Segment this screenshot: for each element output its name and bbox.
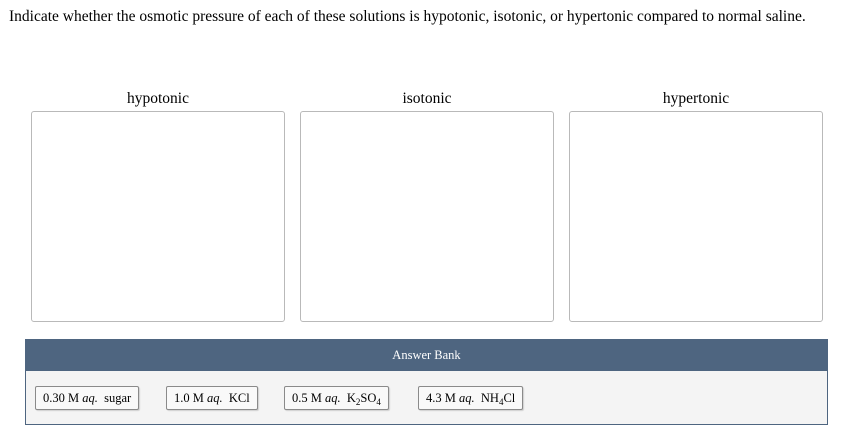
tile-formula: sugar: [104, 391, 132, 405]
tile-formula: KCl: [228, 391, 250, 405]
bin-label-hypotonic: hypotonic: [127, 90, 189, 107]
tile-concentration: 1.0 M: [174, 391, 204, 405]
tile-formula: $NH_4Cl$: [480, 391, 516, 407]
bin-label-hypertonic: hypertonic: [662, 90, 730, 107]
answer-bank: [25, 339, 828, 425]
tile-concentration: 0.30 M: [43, 391, 80, 405]
drop-zone-hypertonic[interactable]: [569, 111, 823, 322]
tile-aq: aq.: [325, 391, 341, 405]
tile-concentration: 0.5 M: [292, 391, 322, 405]
answer-tile-k2so4[interactable]: [284, 386, 389, 410]
drop-zone-hypotonic[interactable]: [31, 111, 285, 322]
tile-concentration: 4.3 M: [426, 391, 456, 405]
answer-tile-sugar[interactable]: [35, 386, 139, 410]
answer-tile-nh4cl[interactable]: [418, 386, 523, 410]
tile-aq: aq.: [459, 391, 475, 405]
drop-zone-isotonic[interactable]: [300, 111, 554, 322]
tile-aq: aq.: [207, 391, 223, 405]
bin-label-isotonic: isotonic: [402, 90, 452, 107]
tile-aq: aq.: [82, 391, 98, 405]
answer-bank-header: Answer Bank: [26, 340, 827, 371]
question-text: Indicate whether the osmotic pressure of each of these solutions is hypotonic, isotonic, or hypertonic compared to normal saline.: [9, 8, 806, 25]
tile-formula: $K_2SO_4$: [346, 391, 381, 407]
answer-tile-kcl[interactable]: [166, 386, 258, 410]
